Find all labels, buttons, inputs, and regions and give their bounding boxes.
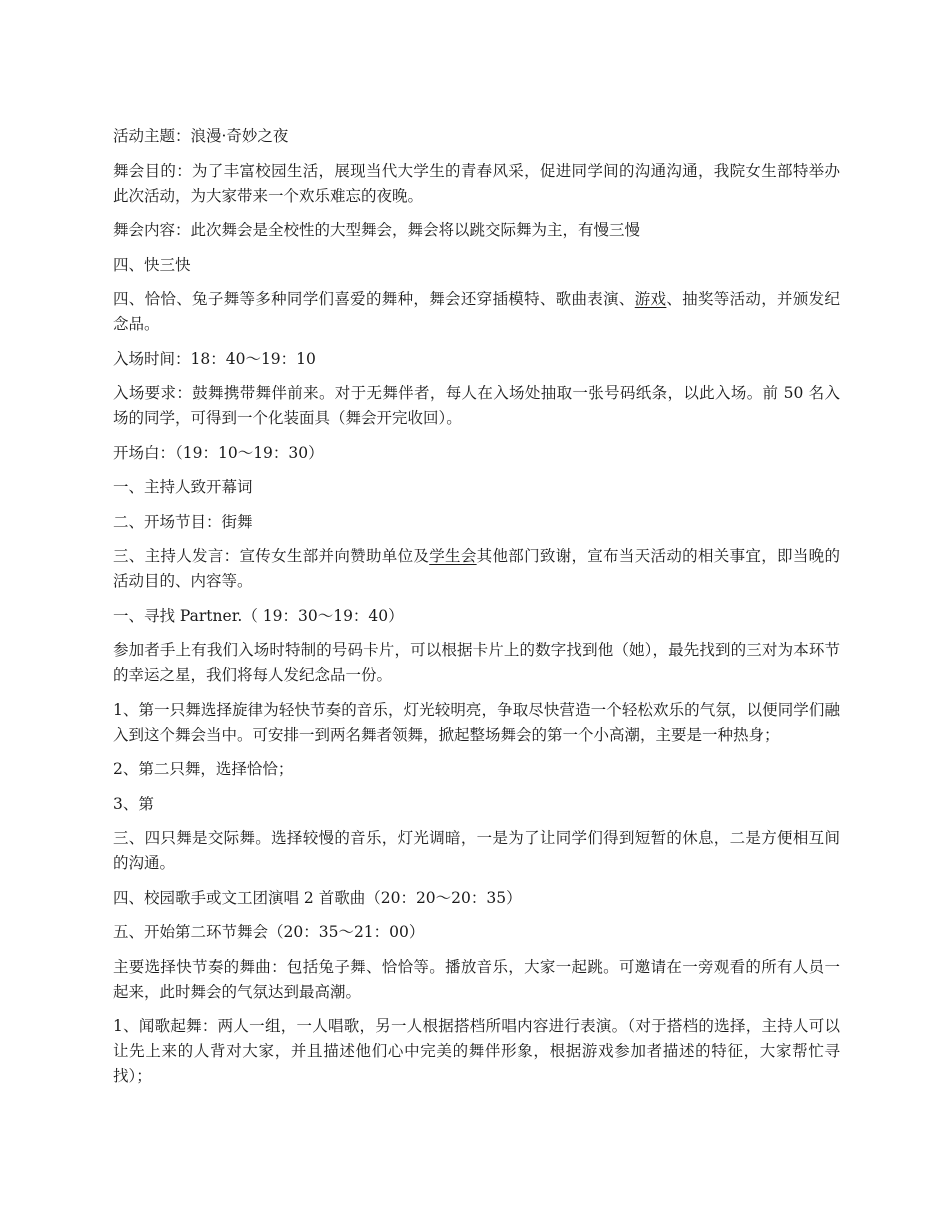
paragraph-fast-three: 四、快三快 <box>113 255 191 274</box>
paragraph-fast-music: 主要选择快节奏的舞曲：包括兔子舞、恰恰等。播放音乐，大家一起跳。可邀请在一旁观看的所有人员一起来，此时舞会的气氛达到最高潮。 <box>113 957 840 1001</box>
document-page <box>113 124 840 1099</box>
paragraph-singers: 四、校园歌手或文工团演唱 2 首歌曲（20：20～20：35） <box>113 888 522 907</box>
paragraph-text: 三、主持人发言：宣传女生部并向赞助单位及 <box>113 547 430 565</box>
paragraph-theme: 活动主题：浪漫·奇妙之夜 <box>113 127 289 145</box>
paragraph-second-session: 五、开始第二环节舞会（20：35～21：00） <box>113 923 425 941</box>
paragraph-opening: 开场白：（19：10～19：30） <box>113 443 324 462</box>
paragraph-host-speech: 一、主持人致开幕词 <box>113 478 253 496</box>
paragraph-second-dance: 2、第二只舞，选择恰恰； <box>113 760 294 778</box>
paragraph-sing-and-dance: 1、闻歌起舞：两人一组，一人唱歌，另一人根据搭档所唱内容进行表演。（对于搭档的选择，主持人可以让先上来的人背对大家，并且描述他们心中完美的舞伴形象，根据游戏参加者描述的特征，大家帮忙寻找）； <box>113 1017 840 1085</box>
paragraph-ballroom: 三、四只舞是交际舞。选择较慢的音乐，灯光调暗，一是为了让同学们得到短暂的休息，二是方便相互间的沟通。 <box>113 829 840 872</box>
paragraph-entry-time: 入场时间：18：40～19：10 <box>113 349 316 368</box>
paragraph-content: 舞会内容：此次舞会是全校性的大型舞会，舞会将以跳交际舞为主，有慢三慢 <box>113 221 641 239</box>
paragraph-text: 其他部门致谢，宣布当天活动的相关事宜，即当晚的活动目的、内容等。 <box>113 547 840 590</box>
paragraph-purpose: 舞会目的：为了丰富校园生活，展现当代大学生的青春风采，促进同学间的沟通沟通，我院女生部特举办此次活动，为大家带来一个欢乐难忘的夜晚。 <box>113 161 840 205</box>
student-union-link[interactable]: 学生会 <box>429 547 477 565</box>
games-link[interactable]: 游戏 <box>634 290 667 308</box>
paragraph-entry-requirements: 入场要求：鼓舞携带舞伴前来。对于无舞伴者，每人在入场处抽取一张号码纸条，以此入场。前 50 名入场的同学，可得到一个化装面具（舞会开完收回）。 <box>113 384 840 427</box>
paragraph-street-dance: 二、开场节目：街舞 <box>113 512 253 531</box>
paragraph-third: 3、第 <box>113 794 154 813</box>
paragraph-dance-types <box>113 287 840 337</box>
paragraph-text: 、抽奖等活动，并颁发纪念品。 <box>113 290 840 333</box>
paragraph-host-address <box>113 544 840 594</box>
paragraph-text: 四、恰恰、兔子舞等多种同学们喜爱的舞种，舞会还穿插模特、歌曲表演、 <box>113 290 635 308</box>
paragraph-number-cards: 参加者手上有我们入场时特制的号码卡片，可以根据卡片上的数字找到他（她），最先找到的三对为本环节的幸运之星，我们将每人发纪念品一份。 <box>113 641 840 684</box>
paragraph-find-partner: 一、寻找 Partner.（ 19：30～19：40） <box>113 606 404 625</box>
paragraph-first-dance: 1、第一只舞选择旋律为轻快节奏的音乐，灯光较明亮，争取尽快营造一个轻松欢乐的气氛，以便同学们融入到这个舞会当中。可安排一到两名舞者领舞，掀起整场舞会的第一个小高潮，主要是一种热身； <box>113 700 840 744</box>
